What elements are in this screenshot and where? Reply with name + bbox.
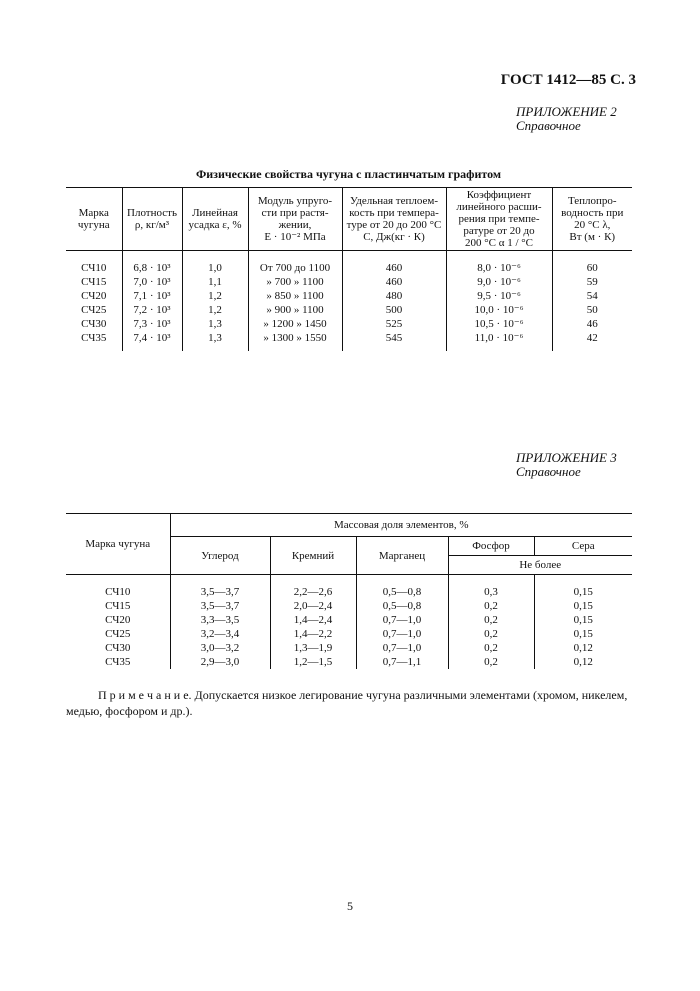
shrinkage-cell: 1,1	[182, 275, 248, 289]
phosphorus-cell: 0,2	[448, 613, 534, 627]
expansion-cell: 10,5 · 10⁻⁶	[446, 317, 552, 331]
sulfur-cell: 0,15	[534, 627, 632, 641]
modulus-cell: От 700 до 1100	[248, 251, 342, 276]
conductivity-cell: 42	[552, 331, 632, 351]
max-header: Не более	[448, 556, 632, 575]
manganese-cell: 0,5—0,8	[356, 599, 448, 613]
shrinkage-cell: 1,0	[182, 251, 248, 276]
grade-cell: СЧ20	[81, 290, 107, 302]
heat-capacity-cell: 545	[342, 331, 446, 351]
mass-fraction-header: Массовая доля элементов, %	[170, 514, 632, 537]
silicon-cell: 2,2—2,6	[270, 575, 356, 600]
phosphorus-cell: 0,3	[448, 575, 534, 600]
grade-cell: СЧ30	[105, 642, 131, 654]
heat-capacity-cell: 460	[342, 275, 446, 289]
col-silicon-header: Кремний	[270, 537, 356, 575]
modulus-cell: » 1200 » 1450	[248, 317, 342, 331]
phosphorus-cell: 0,2	[448, 599, 534, 613]
density-cell: 7,3 · 10³	[122, 317, 182, 331]
silicon-cell: 2,0—2,4	[270, 599, 356, 613]
appendix-2-title: ПРИЛОЖЕНИЕ 2	[516, 104, 617, 119]
grade-cell: СЧ15	[81, 276, 107, 288]
expansion-cell: 9,5 · 10⁻⁶	[446, 289, 552, 303]
modulus-cell: » 700 » 1100	[248, 275, 342, 289]
silicon-cell: 1,2—1,5	[270, 655, 356, 669]
carbon-cell: 3,2—3,4	[170, 627, 270, 641]
document-header: ГОСТ 1412—85 С. 3	[500, 72, 636, 88]
grade-cell: СЧ25	[81, 304, 107, 316]
density-cell: 7,0 · 10³	[122, 275, 182, 289]
col-grade-header: Марка чугуна	[66, 188, 122, 251]
silicon-cell: 1,3—1,9	[270, 641, 356, 655]
manganese-cell: 0,7—1,0	[356, 641, 448, 655]
sulfur-cell: 0,15	[534, 575, 632, 600]
density-cell: 6,8 · 10³	[122, 251, 182, 276]
shrinkage-cell: 1,3	[182, 317, 248, 331]
table-row	[66, 599, 632, 613]
chemical-composition-table	[66, 513, 632, 669]
appendix-3-title: ПРИЛОЖЕНИЕ 3	[516, 450, 617, 465]
heat-capacity-cell: 500	[342, 303, 446, 317]
shrinkage-cell: 1,3	[182, 331, 248, 351]
appendix-2-heading	[516, 105, 636, 133]
table-note: П р и м е ч а н и е. Допускается низкое легирование чугуна различными элементами (хромом, никелем, медью, фосфором и др.).	[66, 688, 628, 718]
table-row	[66, 251, 632, 276]
silicon-cell: 1,4—2,2	[270, 627, 356, 641]
grade-cell: СЧ20	[105, 614, 131, 626]
conductivity-cell: 50	[552, 303, 632, 317]
modulus-cell: » 1300 » 1550	[248, 331, 342, 351]
col-shrinkage-header: Линейная усадка ε, %	[182, 188, 248, 251]
conductivity-cell: 54	[552, 289, 632, 303]
density-cell: 7,1 · 10³	[122, 289, 182, 303]
phosphorus-cell: 0,2	[448, 627, 534, 641]
physical-properties-table	[66, 187, 632, 351]
sulfur-cell: 0,12	[534, 641, 632, 655]
manganese-cell: 0,7—1,0	[356, 613, 448, 627]
grade-cell: СЧ35	[105, 656, 131, 668]
appendix-2-subtitle: Справочное	[516, 118, 581, 133]
modulus-cell: » 850 » 1100	[248, 289, 342, 303]
table1-header-row	[66, 188, 632, 251]
density-cell: 7,4 · 10³	[122, 331, 182, 351]
expansion-cell: 8,0 · 10⁻⁶	[446, 251, 552, 276]
col-phosphorus-header: Фосфор	[448, 537, 534, 556]
carbon-cell: 2,9—3,0	[170, 655, 270, 669]
table-row	[66, 303, 632, 317]
table-row	[66, 655, 632, 669]
heat-capacity-cell: 480	[342, 289, 446, 303]
manganese-cell: 0,7—1,1	[356, 655, 448, 669]
grade-cell: СЧ25	[105, 628, 131, 640]
conductivity-cell: 46	[552, 317, 632, 331]
manganese-cell: 0,7—1,0	[356, 627, 448, 641]
carbon-cell: 3,5—3,7	[170, 575, 270, 600]
table2-header-row-1	[66, 514, 632, 537]
col-carbon-header: Углерод	[170, 537, 270, 575]
manganese-cell: 0,5—0,8	[356, 575, 448, 600]
col-manganese-header: Марганец	[356, 537, 448, 575]
grade-cell: СЧ15	[105, 600, 131, 612]
col-sulfur-header: Сера	[534, 537, 632, 556]
carbon-cell: 3,3—3,5	[170, 613, 270, 627]
col-modulus-header: Модуль упруго- сти при растя- жении, E · 10⁻² МПа	[248, 188, 342, 251]
carbon-cell: 3,5—3,7	[170, 599, 270, 613]
carbon-cell: 3,0—3,2	[170, 641, 270, 655]
page-number: 5	[347, 899, 353, 913]
silicon-cell: 1,4—2,4	[270, 613, 356, 627]
modulus-cell: » 900 » 1100	[248, 303, 342, 317]
shrinkage-cell: 1,2	[182, 303, 248, 317]
expansion-cell: 10,0 · 10⁻⁶	[446, 303, 552, 317]
grade-cell: СЧ30	[81, 318, 107, 330]
col-expansion-header: Коэффициент линейного расши- рения при темпе- ратуре от 20 до 200 °C α 1 / °C	[446, 188, 552, 251]
table-row	[66, 275, 632, 289]
expansion-cell: 9,0 · 10⁻⁶	[446, 275, 552, 289]
table-row	[66, 575, 632, 600]
table-row	[66, 641, 632, 655]
phosphorus-cell: 0,2	[448, 641, 534, 655]
sulfur-cell: 0,12	[534, 655, 632, 669]
table-row	[66, 317, 632, 331]
appendix-3-heading	[516, 451, 636, 479]
appendix-3-subtitle: Справочное	[516, 464, 581, 479]
sulfur-cell: 0,15	[534, 599, 632, 613]
table-row	[66, 289, 632, 303]
col-density-header: Плотность ρ, кг/м³	[122, 188, 182, 251]
col-conductivity-header: Теплопро- водность при 20 °C λ, Вт (м · К)	[552, 188, 632, 251]
table-row	[66, 331, 632, 351]
shrinkage-cell: 1,2	[182, 289, 248, 303]
expansion-cell: 11,0 · 10⁻⁶	[446, 331, 552, 351]
grade-cell: СЧ10	[81, 262, 107, 274]
col-grade-header: Марка чугуна	[66, 514, 170, 575]
conductivity-cell: 60	[552, 251, 632, 276]
grade-cell: СЧ35	[81, 332, 107, 344]
phosphorus-cell: 0,2	[448, 655, 534, 669]
conductivity-cell: 59	[552, 275, 632, 289]
grade-cell: СЧ10	[105, 586, 131, 598]
density-cell: 7,2 · 10³	[122, 303, 182, 317]
table-row	[66, 613, 632, 627]
sulfur-cell: 0,15	[534, 613, 632, 627]
table-row	[66, 627, 632, 641]
heat-capacity-cell: 460	[342, 251, 446, 276]
col-heat-capacity-header: Удельная теплоем- кость при темпера- туре от 20 до 200 °C С, Дж(кг · К)	[342, 188, 446, 251]
table1-caption: Физические свойства чугуна с пластинчатым графитом	[195, 167, 502, 181]
heat-capacity-cell: 525	[342, 317, 446, 331]
